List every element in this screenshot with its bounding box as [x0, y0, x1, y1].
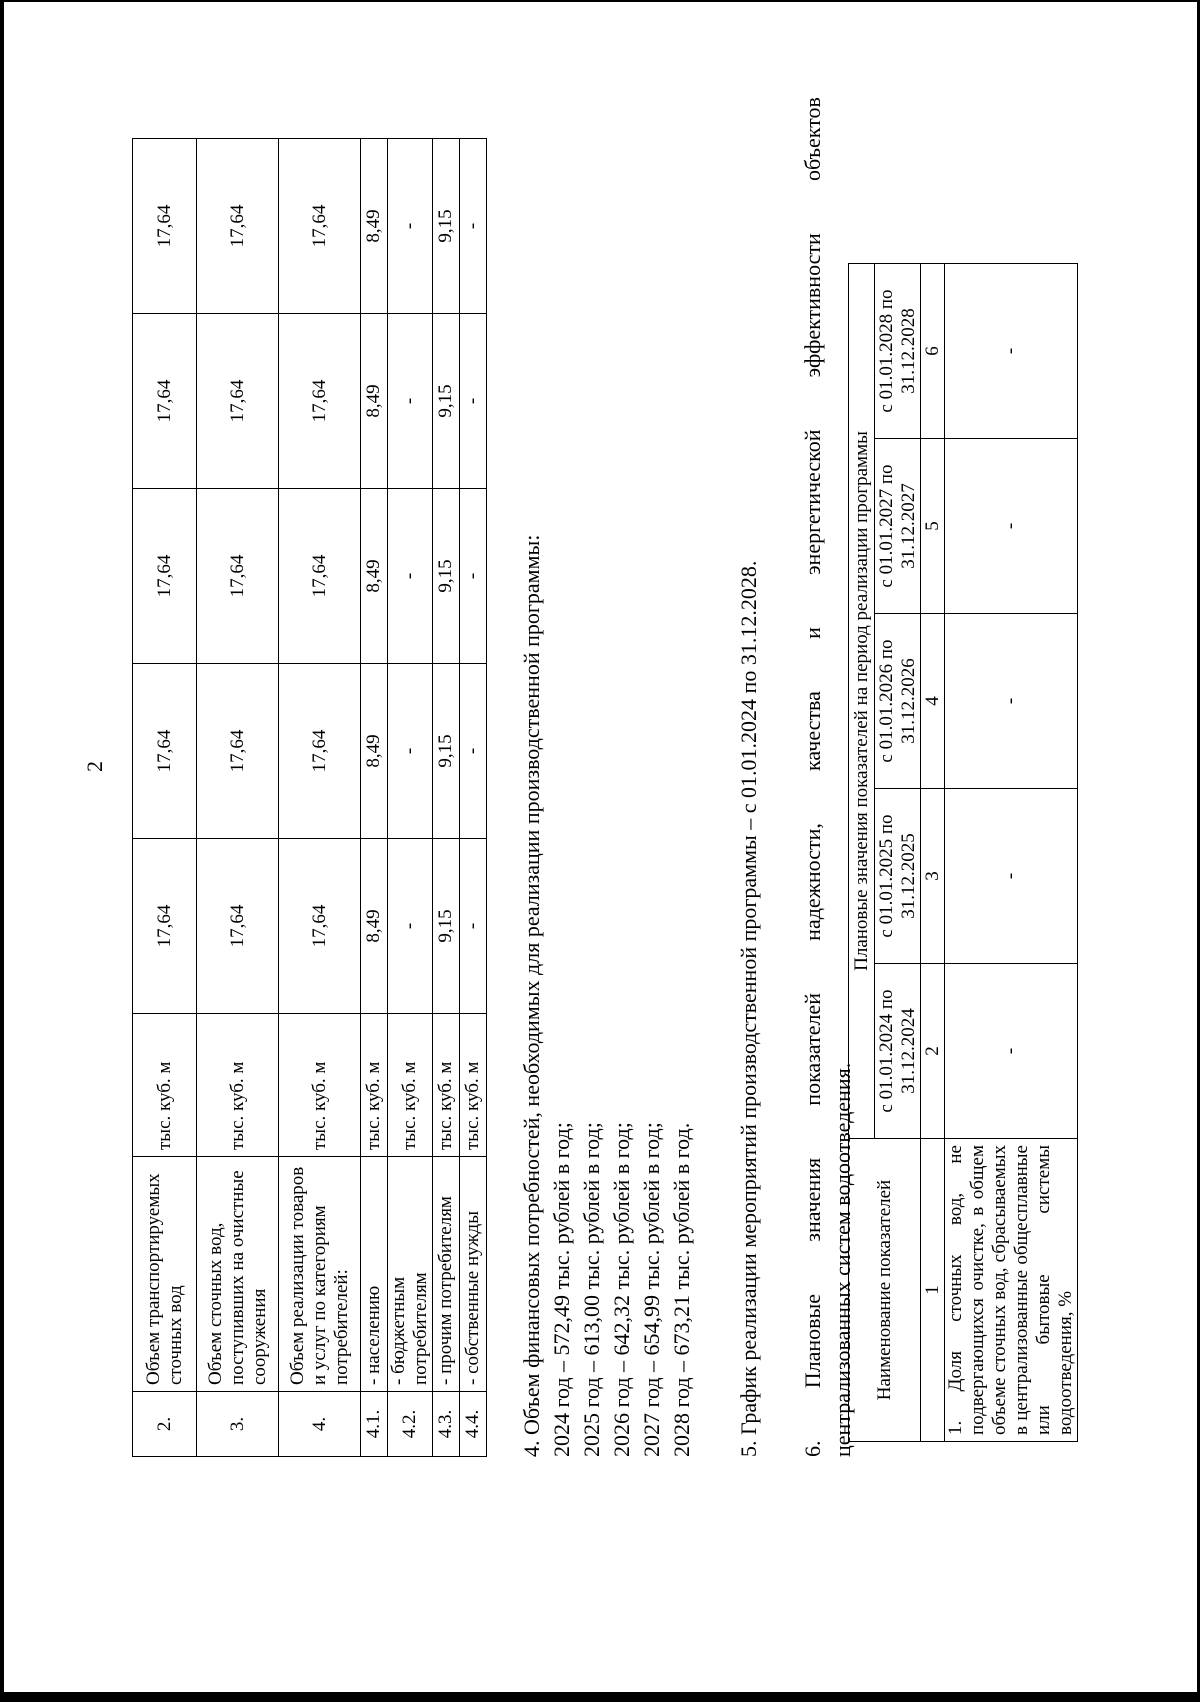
financial-line: 2028 год – 673,21 тыс. рублей в год.: [669, 1122, 694, 1457]
value-cell: -: [945, 789, 1078, 964]
row-name: Объем сточных вод, поступивших на очистные сооружения: [197, 1157, 279, 1392]
value-cell: 17,64: [197, 664, 279, 839]
table-row: [388, 139, 433, 1457]
row-name: Объем транспортируемых сточных вод: [133, 1157, 197, 1392]
section-6-line-1: [798, 97, 828, 1457]
table-row: [133, 139, 197, 1457]
indicator-name: 1. Доля сточных вод, не подвергающихся очистке, в общем объеме сточных вод, сбрасываемых в централизованные общесплавные или бытовые системы водоотведения, %: [945, 1139, 1078, 1442]
row-name: - прочим потребителям: [433, 1157, 460, 1392]
heading-word: 6.: [800, 1440, 825, 1457]
column-number-row: [921, 264, 945, 1442]
row-unit: тыс. куб. м: [433, 1014, 460, 1157]
page-number: 2: [82, 761, 107, 772]
value-cell: 17,64: [279, 139, 361, 314]
row-number: 4.: [279, 1392, 361, 1457]
column-number: 6: [921, 264, 945, 439]
value-cell: 9,15: [433, 139, 460, 314]
section-6-line-2: централизованных систем водоотведения.: [830, 1062, 855, 1457]
value-cell: 17,64: [133, 489, 197, 664]
table-row: [433, 139, 460, 1457]
value-cell: 8,49: [361, 489, 388, 664]
row-number: 2.: [133, 1392, 197, 1457]
heading-word: надежности,: [800, 823, 825, 941]
value-cell: -: [945, 964, 1078, 1139]
value-cell: 17,64: [279, 839, 361, 1014]
heading-word: Плановые: [800, 1293, 825, 1389]
value-cell: 17,64: [133, 314, 197, 489]
value-cell: -: [460, 139, 487, 314]
value-cell: -: [945, 439, 1078, 614]
value-cell: -: [388, 839, 433, 1014]
value-cell: 17,64: [133, 664, 197, 839]
value-cell: 9,15: [433, 489, 460, 664]
value-cell: 8,49: [361, 839, 388, 1014]
financial-line: 2024 год – 572,49 тыс. рублей в год;: [549, 1122, 574, 1457]
value-cell: 9,15: [433, 664, 460, 839]
column-number: 2: [921, 964, 945, 1139]
value-cell: -: [460, 314, 487, 489]
value-cell: -: [945, 614, 1078, 789]
value-cell: -: [460, 664, 487, 839]
row-unit: тыс. куб. м: [388, 1014, 433, 1157]
table-row: [361, 139, 388, 1457]
row-number: 3.: [197, 1392, 279, 1457]
value-cell: -: [388, 139, 433, 314]
table-row: [279, 139, 361, 1457]
value-cell: -: [388, 664, 433, 839]
financial-line: 2025 год – 613,00 тыс. рублей в год;: [579, 1122, 604, 1457]
heading-word: эффективности: [800, 233, 825, 378]
column-number: 5: [921, 439, 945, 614]
value-cell: -: [388, 314, 433, 489]
column-number: 4: [921, 614, 945, 789]
heading-word: энергетической: [800, 429, 825, 575]
row-number: 4.3.: [433, 1392, 460, 1457]
financial-line: 2027 год – 654,99 тыс. рублей в год;: [639, 1122, 664, 1457]
value-cell: -: [460, 839, 487, 1014]
heading-word: показателей: [800, 993, 825, 1106]
column-number: 1: [921, 1139, 945, 1442]
heading-word: значения: [800, 1157, 825, 1242]
row-unit: тыс. куб. м: [460, 1014, 487, 1157]
heading-word: объектов: [800, 97, 825, 182]
volumes-table: [132, 138, 487, 1457]
value-cell: 17,64: [197, 839, 279, 1014]
table-header-row: [849, 264, 875, 1442]
section-4-heading: 4. Объем финансовых потребностей, необходимых для реализации производственной программы:: [519, 534, 544, 1457]
section-4-financial-needs: [517, 535, 697, 1457]
value-cell: 17,64: [133, 839, 197, 1014]
value-cell: 17,64: [279, 489, 361, 664]
row-number: 4.2.: [388, 1392, 433, 1457]
planned-values-header: Плановые значения показателей на период реализации программы: [849, 264, 875, 1139]
row-name: - населению: [361, 1157, 388, 1392]
row-number: 4.4.: [460, 1392, 487, 1457]
row-name: - собственные нужды: [460, 1157, 487, 1392]
indicator-name-header: Наименование показателей: [849, 1139, 921, 1442]
period-header: с 01.01.2025 по 31.12.2025: [875, 789, 921, 964]
value-cell: 9,15: [433, 839, 460, 1014]
value-cell: 8,49: [361, 139, 388, 314]
table-row: [460, 139, 487, 1457]
value-cell: 17,64: [197, 314, 279, 489]
value-cell: -: [945, 264, 1078, 439]
row-unit: тыс. куб. м: [133, 1014, 197, 1157]
row-unit: тыс. куб. м: [361, 1014, 388, 1157]
row-name: Объем реализации товаров и услуг по категориям потребителей:: [279, 1157, 361, 1392]
table-row: [945, 264, 1078, 1442]
period-header: с 01.01.2026 по 31.12.2026: [875, 614, 921, 789]
value-cell: -: [460, 489, 487, 664]
value-cell: 17,64: [133, 139, 197, 314]
period-header: с 01.01.2024 по 31.12.2024: [875, 964, 921, 1139]
value-cell: 17,64: [279, 314, 361, 489]
section-5-schedule: 5. График реализации мероприятий производственной программы – с 01.01.2024 по 31.12.2028.: [736, 560, 761, 1457]
period-header: с 01.01.2028 по 31.12.2028: [875, 264, 921, 439]
row-number: 4.1.: [361, 1392, 388, 1457]
heading-word: качества: [800, 691, 825, 771]
financial-line: 2026 год – 642,32 тыс. рублей в год;: [609, 1122, 634, 1457]
value-cell: -: [388, 489, 433, 664]
value-cell: 17,64: [197, 139, 279, 314]
table-row: [197, 139, 279, 1457]
heading-word: и: [800, 627, 825, 639]
row-name: - бюджетным потребителям: [388, 1157, 433, 1392]
row-unit: тыс. куб. м: [197, 1014, 279, 1157]
row-unit: тыс. куб. м: [279, 1014, 361, 1157]
column-number: 3: [921, 789, 945, 964]
value-cell: 8,49: [361, 664, 388, 839]
value-cell: 8,49: [361, 314, 388, 489]
period-header: с 01.01.2027 по 31.12.2027: [875, 439, 921, 614]
value-cell: 9,15: [433, 314, 460, 489]
value-cell: 17,64: [279, 664, 361, 839]
indicators-table: [848, 263, 1078, 1442]
value-cell: 17,64: [197, 489, 279, 664]
